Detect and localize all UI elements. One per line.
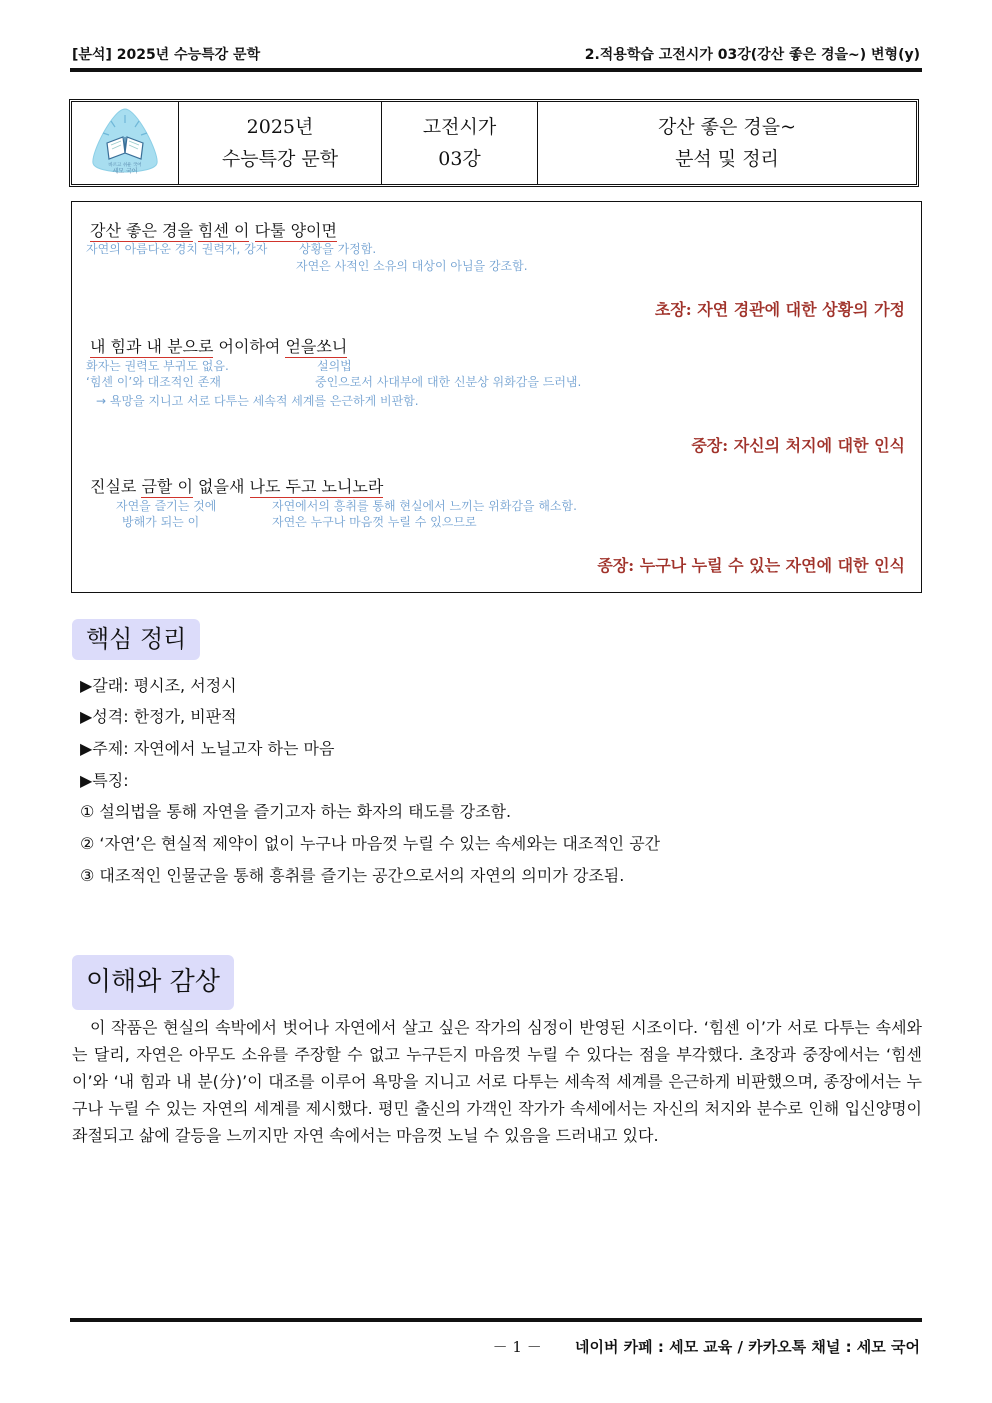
annotation: ‘힘센 이’와 대조적인 존재 bbox=[86, 375, 221, 389]
annotation: 상황을 가정함. bbox=[299, 242, 377, 256]
annotation: 자연에서의 흥취를 통해 현실에서 느끼는 위화감을 해소함. bbox=[272, 499, 577, 513]
footer bbox=[493, 1336, 920, 1357]
book-year: 2025년 bbox=[246, 116, 314, 138]
poem-phrase: 나도 두고 노니노라 bbox=[249, 477, 384, 496]
book-name: 수능특강 문학 bbox=[221, 148, 339, 170]
core-character: ▶성격: 한정가, 비판적 bbox=[80, 707, 237, 726]
unit-genre: 고전시가 bbox=[422, 116, 497, 138]
poem-phrase: 내 힘과 내 분으로 bbox=[90, 337, 214, 356]
work-subtitle: 분석 및 정리 bbox=[675, 148, 779, 170]
poem-phrase: 금할 이 bbox=[141, 477, 193, 496]
title-cell-book bbox=[179, 102, 382, 184]
poem-phrase: 힘센 이 bbox=[198, 221, 250, 240]
annotation: 자연의 아름다운 경치 권력자, 강자 bbox=[86, 242, 268, 256]
stage-label-1: 초장: 자연 경관에 대한 상황의 가정 bbox=[654, 300, 905, 319]
poem-phrase: 없을새 bbox=[198, 477, 245, 496]
section-title-appreciation: 이해와 감상 bbox=[72, 955, 234, 1010]
logo-cell bbox=[72, 102, 179, 184]
page-number: － 1 － bbox=[492, 1338, 542, 1356]
appreciation-body: 이 작품은 현실의 속박에서 벗어나 자연에서 살고 싶은 작가의 심정이 반영된 시조이다. ‘힘센 이’가 서로 다투는 속세와는 달리, 자연은 아무도 소유를 주장할 수 없고 누구든지 마음껏 누릴 수 있다는 점을 부각했다. 초장과 중장에서는 ‘힘센 이’와 ‘내 힘과 내 분(分)’이 대조를 이루어 욕망을 지니고 서로 다투는 세속적 세계를 은근하게 비판했으며, 종장에서는 누구나 누릴 수 있는 자연의 세계를 제시했다. 평민 출신의 가객인 작가가 속세에서는 자신의 처지와 분수로 인해 입신양명이 좌절되고 삶에 갈등을 느끼지만 자연 속에서는 마음껏 노닐 수 있음을 드러내고 있다. bbox=[72, 1018, 922, 1145]
annotation: 화자는 권력도 부귀도 없음. bbox=[86, 359, 229, 373]
logo-text-top: 바르고 쉬운 국어 bbox=[108, 163, 142, 168]
annotation: 자연은 누구나 마음껏 누릴 수 있으므로 bbox=[272, 515, 477, 529]
stage-label-3: 종장: 누구나 누릴 수 있는 자연에 대한 인식 bbox=[597, 556, 905, 575]
unit-number: 03강 bbox=[438, 148, 481, 170]
annotation: 중인으로서 사대부에 대한 신분상 위화감을 드러냄. bbox=[315, 375, 582, 389]
title-table bbox=[69, 99, 919, 187]
title-cell-unit bbox=[382, 102, 538, 184]
header-rule bbox=[70, 68, 922, 72]
work-title: 강산 좋은 경을~ bbox=[657, 116, 797, 138]
core-genre: ▶갈래: 평시조, 서정시 bbox=[80, 676, 237, 695]
header-left: [분석] 2025년 수능특강 문학 bbox=[72, 47, 261, 63]
poem-phrase: 강산 좋은 경을 bbox=[90, 221, 193, 240]
logo bbox=[85, 103, 165, 183]
title-cell-work bbox=[538, 102, 916, 184]
header-right: 2.적용학습 고전시가 03강(강산 좋은 경을~) 변형(y) bbox=[584, 47, 920, 63]
footer-text: 네이버 카페 : 세모 교육 / 카카오톡 채널 : 세모 국어 bbox=[574, 1338, 920, 1356]
logo-text-bottom: 세모 국어 bbox=[112, 168, 138, 175]
poem-analysis-box bbox=[71, 201, 922, 593]
section-title-core: 핵심 정리 bbox=[72, 619, 200, 660]
poem-phrase: 얻을쏘니 bbox=[285, 337, 348, 356]
core-theme: ▶주제: 자연에서 노닐고자 하는 마음 bbox=[80, 739, 335, 758]
annotation: 자연을 즐기는 것에 bbox=[116, 499, 217, 513]
annotation: 설의법 bbox=[317, 359, 352, 373]
poem-line-3 bbox=[90, 474, 383, 497]
poem-line-2 bbox=[90, 334, 347, 357]
footer-rule bbox=[70, 1318, 922, 1322]
annotation: 자연은 사적인 소유의 대상이 아님을 강조함. bbox=[296, 259, 528, 273]
annotation: 방해가 되는 이 bbox=[122, 515, 200, 529]
poem-line-1 bbox=[90, 218, 337, 241]
core-features-label: ▶특징: bbox=[80, 771, 129, 790]
core-feature-1: ① 설의법을 통해 자연을 즐기고자 하는 화자의 태도를 강조함. bbox=[80, 802, 512, 821]
poem-phrase: 어이하여 bbox=[218, 337, 281, 356]
stage-label-2: 중장: 자신의 처지에 대한 인식 bbox=[691, 436, 905, 455]
poem-phrase: 진실로 bbox=[90, 477, 137, 496]
core-feature-3: ③ 대조적인 인물군을 통해 흥취를 즐기는 공간으로서의 자연의 의미가 강조됨. bbox=[80, 866, 625, 885]
core-feature-2: ② ‘자연’은 현실적 제약이 없이 누구나 마음껏 누릴 수 있는 속세와는 대조적인 공간 bbox=[80, 834, 661, 853]
book-logo-icon bbox=[85, 103, 165, 183]
annotation: → 욕망을 지니고 서로 다투는 세속적 세계를 은근하게 비판함. bbox=[96, 394, 419, 408]
poem-phrase: 다툴 양이면 bbox=[254, 221, 337, 240]
